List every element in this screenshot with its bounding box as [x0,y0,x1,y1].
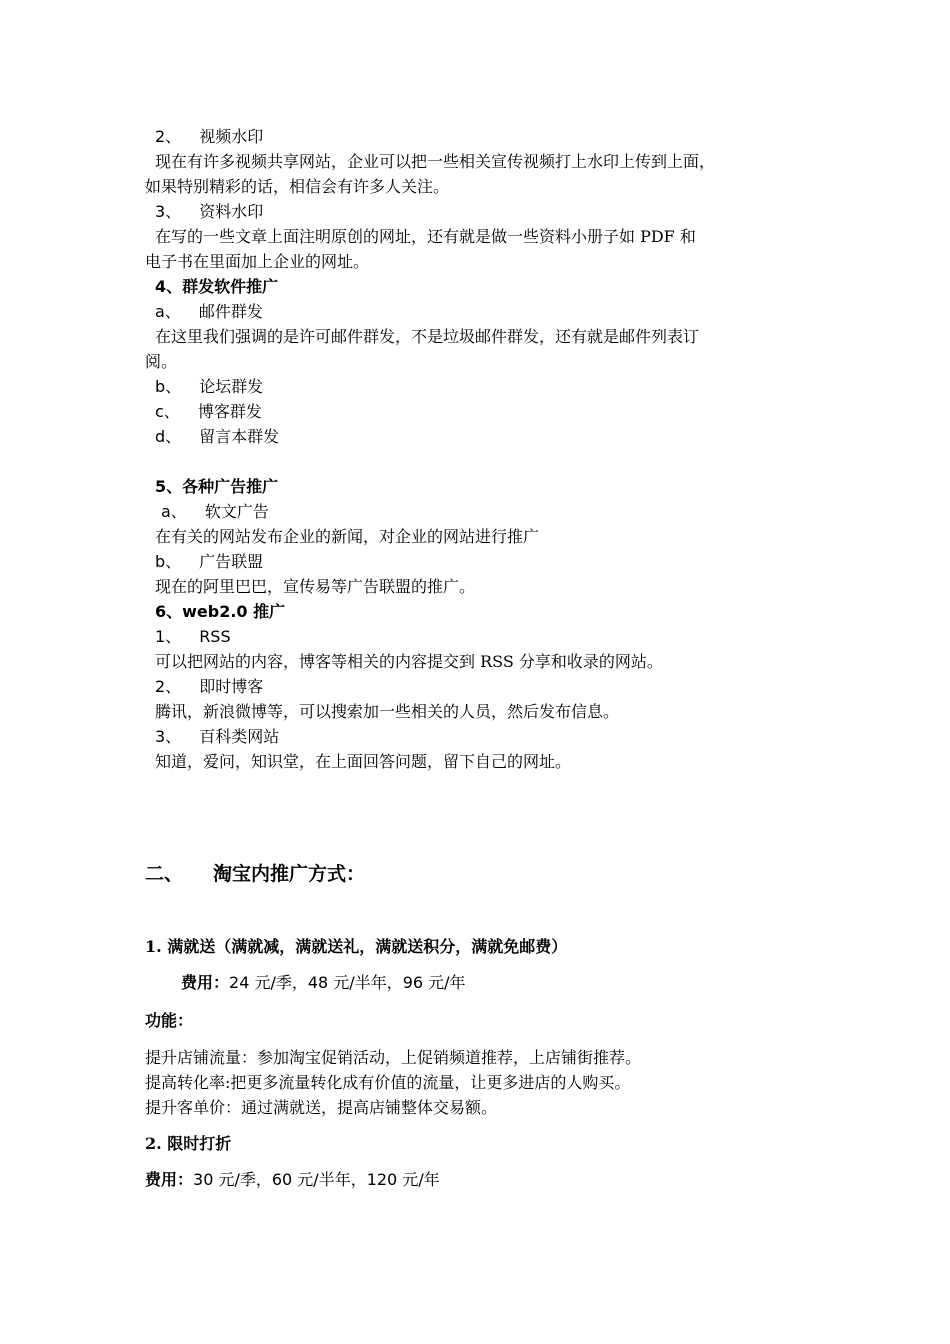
list-item-doc-watermark [155,202,263,222]
section-heading-web2: 6、web2.0 推广 [155,602,286,621]
fee-value: 30 元/季，60 元/半年，120 元/年 [193,1170,440,1189]
item-title: 邮件群发 [198,302,263,321]
item-number: 3、 [155,727,182,746]
list-item-wiki [155,727,279,747]
item-heading-full-gift: 1. 满就送（满就减，满就送礼，满就送积分，满就免邮费） [145,937,568,956]
item-title: 博客群发 [197,402,262,421]
chapter-heading [145,862,365,886]
section-heading-group-send: 4、群发软件推广 [155,277,279,296]
list-item-instant-blog [155,677,263,697]
item-number: 3、 [155,202,182,221]
item-number: a、 [161,502,187,521]
paragraph: 现在有许多视频共享网站，企业可以把一些相关宣传视频打上水印上传到上面， [155,152,716,171]
fee-value: 24 元/季，48 元/半年，96 元/年 [229,973,466,992]
list-item-rss [155,627,231,647]
item-number: b、 [155,377,182,396]
item-title: 广告联盟 [199,552,264,571]
list-item-video-watermark [155,127,263,147]
paragraph: 电子书在里面加上企业的网址。 [145,252,370,271]
item-title: 资料水印 [199,202,264,221]
fee-label: 费用： [181,973,230,992]
function-label: 功能： [145,1011,194,1030]
section-heading-ads: 5、各种广告推广 [155,477,279,496]
item-title: 视频水印 [199,127,264,146]
item-number: c、 [155,402,180,421]
paragraph: 腾讯，新浪微博等，可以搜索加一些相关的人员，然后发布信息。 [155,702,620,721]
fee-label: 费用： [145,1170,194,1189]
paragraph: 提升客单价：通过满就送，提高店铺整体交易额。 [145,1098,498,1117]
paragraph: 现在的阿里巴巴，宣传易等广告联盟的推广。 [155,577,476,596]
list-item-ad-union [155,552,263,572]
paragraph: 提升店铺流量：参加淘宝促销活动，上促销频道推荐，上店铺街推荐。 [145,1048,642,1067]
item-title: 论坛群发 [199,377,264,396]
paragraph: 知道，爱问，知识堂，在上面回答问题，留下自己的网址。 [155,752,572,771]
item-title: RSS [199,627,231,646]
fee-line [145,1170,440,1190]
item-number: b、 [155,552,182,571]
paragraph: 提高转化率:把更多流量转化成有价值的流量，让更多进店的人购买。 [145,1073,631,1092]
paragraph: 在有关的网站发布企业的新闻，对企业的网站进行推广 [155,527,540,546]
item-number: 2、 [155,127,182,146]
list-item-soft-ad [161,502,269,522]
item-number: a、 [155,302,181,321]
item-title: 即时博客 [199,677,264,696]
item-title: 百科类网站 [199,727,280,746]
paragraph: 在写的一些文章上面注明原创的网址，还有就是做一些资料小册子如 PDF 和 [155,227,696,246]
list-item-blog [155,402,262,422]
fee-line [181,973,466,993]
chapter-title: 淘宝内推广方式： [213,863,366,885]
item-number: 2、 [155,677,182,696]
item-title: 留言本群发 [199,427,280,446]
item-number: d、 [155,427,182,446]
item-heading-time-discount: 2. 限时打折 [145,1134,232,1153]
list-item-email [155,302,263,322]
paragraph: 在这里我们强调的是许可邮件群发，不是垃圾邮件群发，还有就是邮件列表订 [155,327,700,346]
paragraph: 阅。 [145,352,178,371]
list-item-guestbook [155,427,279,447]
item-title: 软文广告 [204,502,269,521]
chapter-number: 二、 [145,863,184,885]
paragraph: 如果特别精彩的话，相信会有许多人关注。 [145,177,450,196]
paragraph: 可以把网站的内容，博客等相关的内容提交到 RSS 分享和收录的网站。 [155,652,663,671]
list-item-forum [155,377,263,397]
item-number: 1、 [155,627,182,646]
